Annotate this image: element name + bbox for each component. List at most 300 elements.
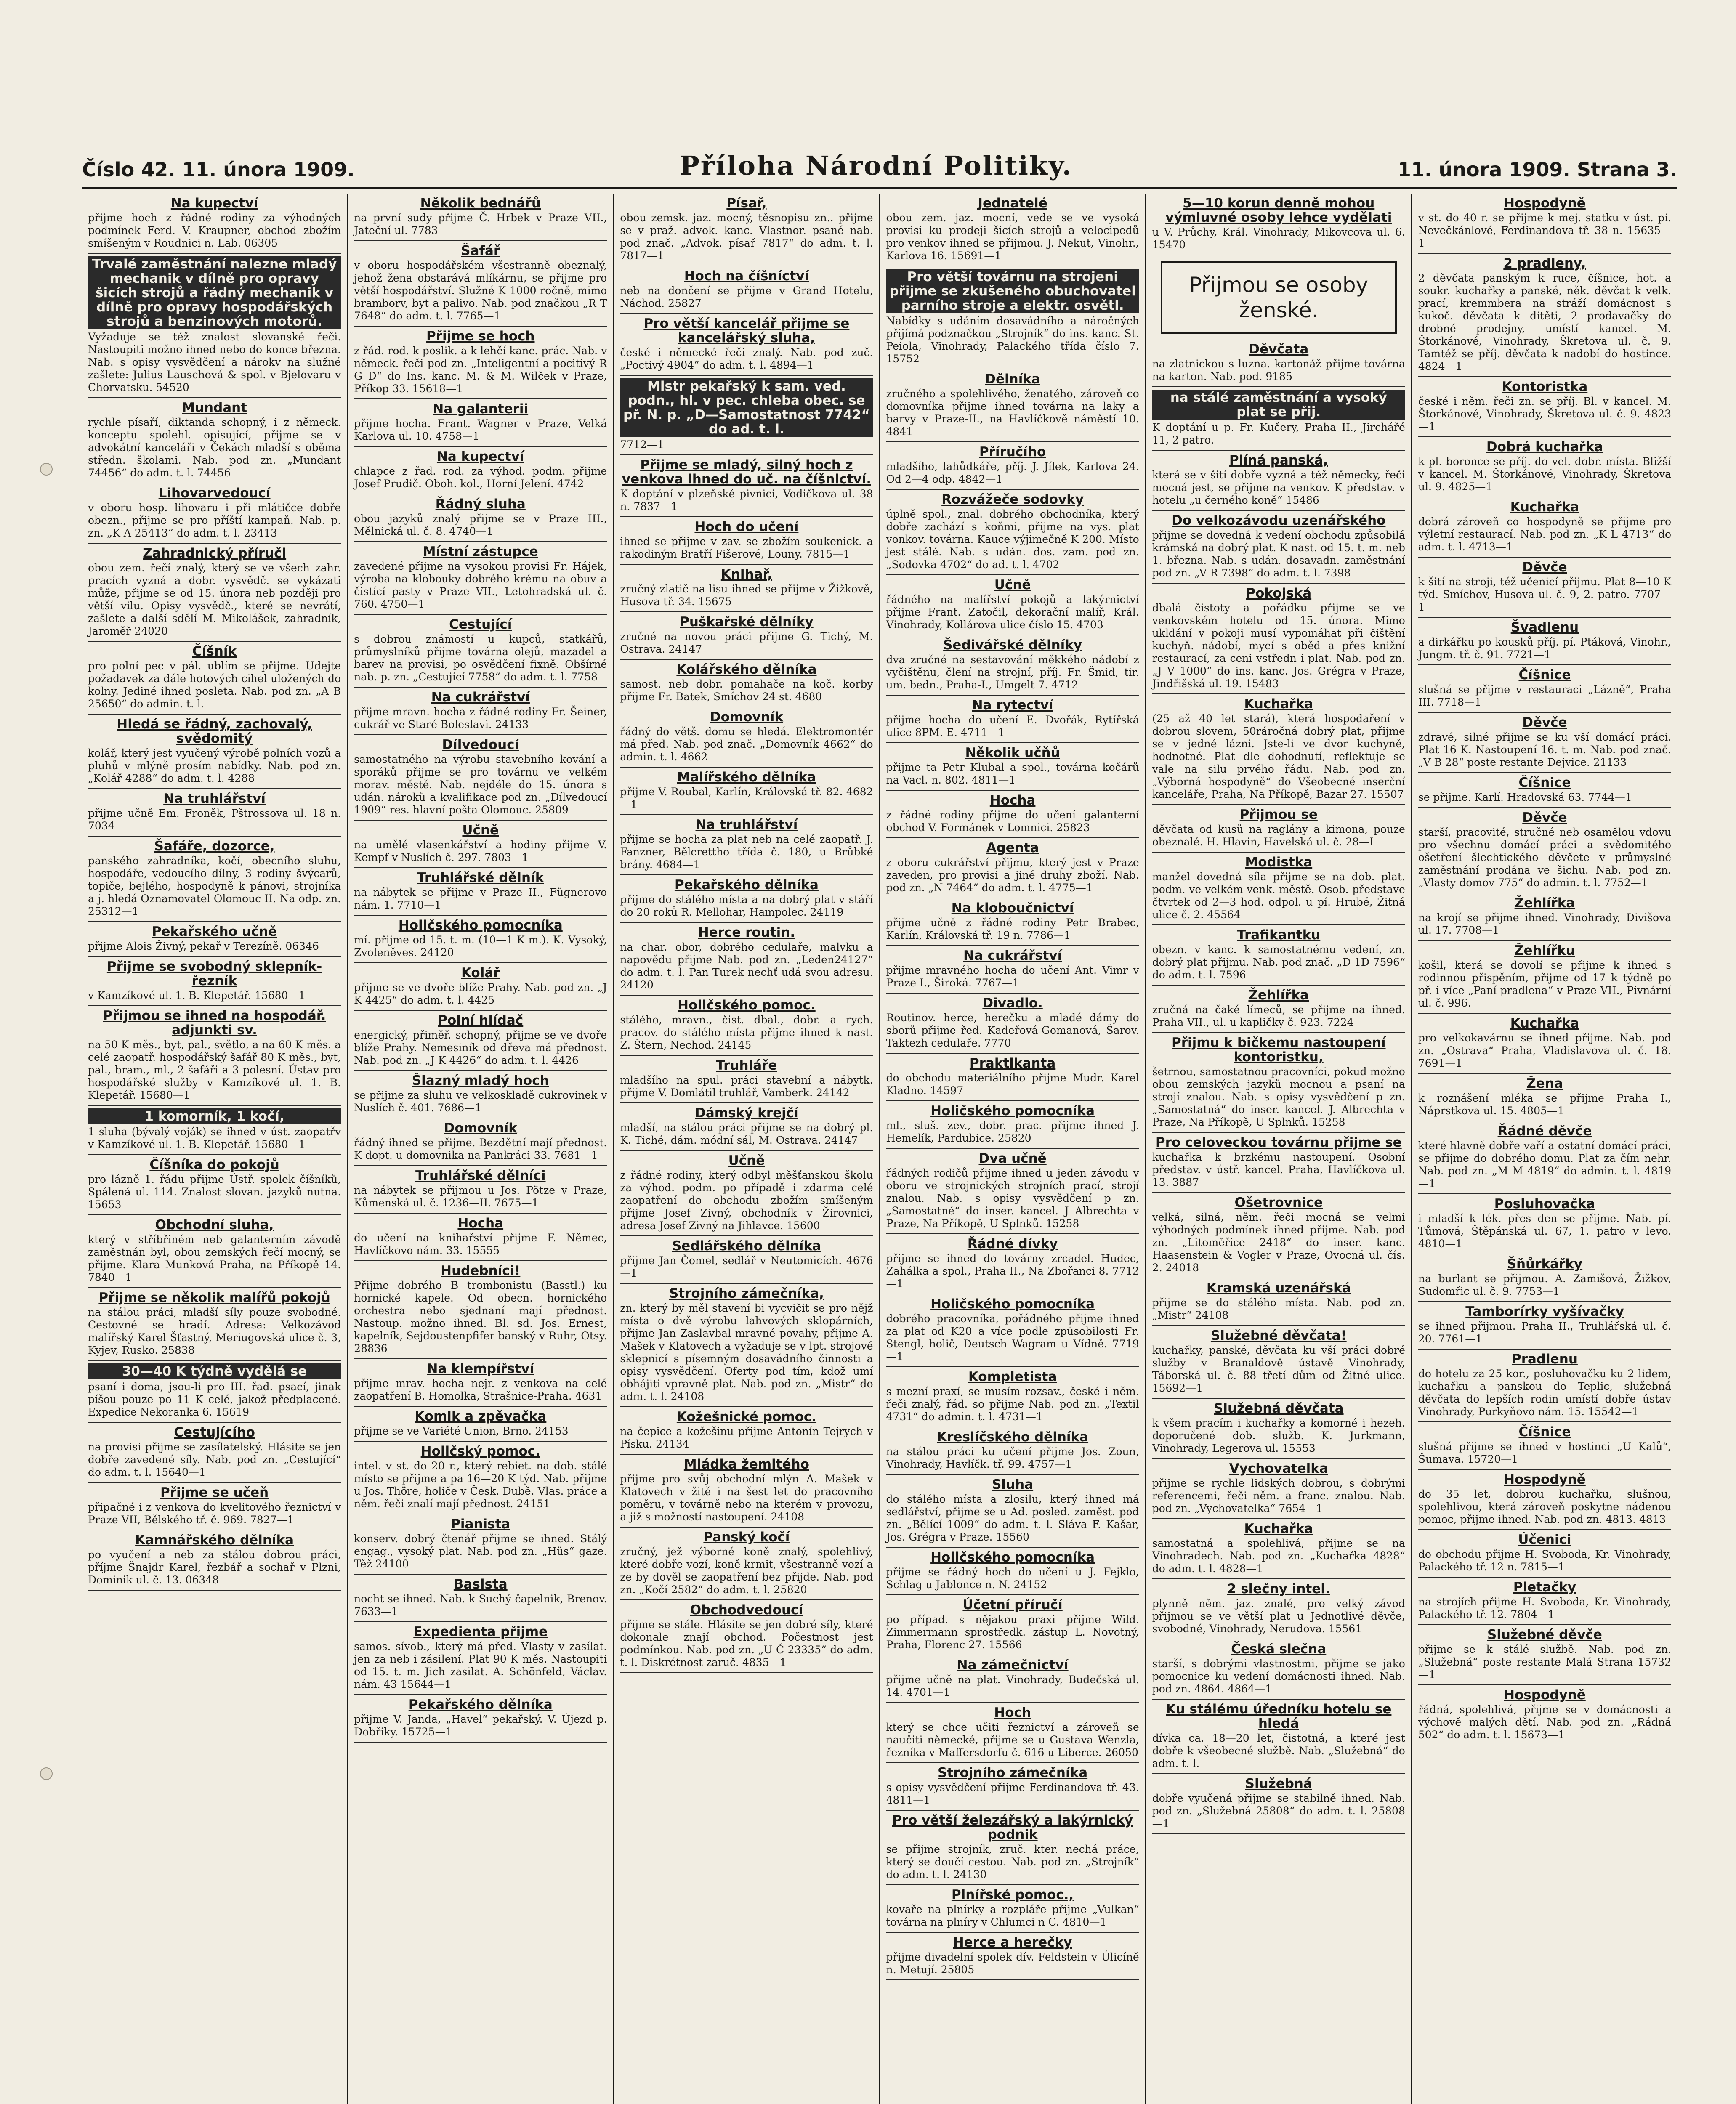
- ad-heading: na stálé zaměstnání a vysoký plat se přij.: [1152, 390, 1405, 420]
- classified-ad: [1418, 1014, 1671, 1074]
- classified-ad: [88, 1361, 341, 1423]
- ad-text: připačné i z venkova do kvelitového řeznictví v Praze VII, Bělského tř. č. 969. 7827—1: [88, 1501, 341, 1526]
- ad-heading: Sedlářského dělníka: [672, 1238, 821, 1254]
- ad-text: přijme Jan Čomel, sedlář v Neutomicích. 4676—1: [620, 1254, 873, 1279]
- ad-heading: Puškařské dělníky: [680, 614, 814, 630]
- ad-text: obou zemsk. jaz. mocný, těsnopisu zn.. přijme se v praž. advok. kanc. Vlastnor. psané nab. pod znač. „Advok. písař 7817“ do adm. t. l. 7817—1: [620, 212, 873, 262]
- ad-column-1: [82, 194, 347, 2104]
- ad-heading: Jednatelé: [978, 196, 1047, 211]
- classified-ad: [620, 1407, 873, 1455]
- ad-heading: Přijmou se ihned na hospodář. adjunkti sv.: [103, 1008, 326, 1038]
- classified-ad: [886, 1703, 1139, 1763]
- ad-text: u V. Průchy, Král. Vinohrady, Mikovcova ul. 6. 15470: [1152, 226, 1405, 251]
- ad-heading: 2 slečny intel.: [1227, 1581, 1330, 1597]
- ad-heading: Řádný sluha: [435, 497, 526, 512]
- classified-ad: [1152, 1133, 1405, 1193]
- classified-ad: [354, 399, 607, 447]
- ad-heading: Učně: [462, 823, 499, 838]
- classified-ad: [1152, 584, 1405, 694]
- classified-ad: [88, 1006, 341, 1106]
- ad-text: slušná se přijme v restauraci „Lázně“, Praha III. 7718—1: [1418, 683, 1672, 708]
- classified-ad: [1418, 618, 1671, 665]
- ad-heading: Plíná panská,: [1229, 453, 1328, 468]
- ad-text: přijme Alois Živný, pekař v Terezíně. 06346: [88, 940, 319, 952]
- classified-ad: [1418, 1350, 1671, 1422]
- classified-ad: [354, 821, 607, 868]
- classified-ad: [620, 1151, 873, 1236]
- ad-text: na strojích přijme H. Svoboda, Kr. Vinohrady, Palackého tř. 12. 7804—1: [1418, 1596, 1672, 1621]
- classified-ad: [1418, 1074, 1671, 1121]
- ad-text: přijme se rychle lidských dobrou, s dobrými referencemi, řeči něm. a franc. znalou. Nab. pod zn. „Vychovatelka“ 7654—1: [1152, 1477, 1405, 1514]
- classified-ad: [88, 1155, 341, 1215]
- ad-heading: Tamborírky vyšívačky: [1465, 1304, 1624, 1319]
- classified-ad: [88, 642, 341, 715]
- ad-text: 7712—1: [620, 438, 664, 451]
- ad-heading: Kontoristka: [1502, 379, 1588, 394]
- classified-ad: [354, 327, 607, 399]
- ad-text: dobře vyučená přijme se stabilně ihned. Nab. pod zn. „Služebná 25808“ do adm. t. l. 25808—1: [1152, 1792, 1405, 1830]
- classified-ad: [886, 490, 1139, 575]
- ad-column-6: [1411, 194, 1677, 2104]
- ad-heading: Pletačky: [1513, 1580, 1576, 1595]
- classified-ad: [1418, 1302, 1671, 1350]
- ad-text: samostatná a spolehlivá, přijme se na Vinohradech. Nab. pod zn. „Kuchařka 4828“ do adm. t. l. 4828—1: [1152, 1537, 1405, 1575]
- ad-text: české i německé řeči znalý. Nab. pod zuč. „Poctivý 4904“ do adm. t. l. 4894—1: [620, 346, 873, 371]
- classified-ad: [1152, 387, 1405, 451]
- ad-heading: Expedienta přijme: [413, 1624, 548, 1639]
- ad-heading: Dělníka: [985, 372, 1040, 387]
- classified-ad: [1152, 853, 1405, 925]
- ad-heading: Příručího: [979, 444, 1046, 460]
- ad-heading: 1 komorník, 1 kočí,: [88, 1108, 341, 1124]
- classified-ad: [1418, 1254, 1671, 1302]
- ad-text: a dirkářku po kousků příj. pí. Ptáková, Vinohr., Jungm. tř. č. 91. 7721—1: [1418, 636, 1672, 661]
- ad-heading: Žehlířku: [1514, 943, 1575, 958]
- classified-ad: [88, 483, 341, 544]
- ad-heading: Divadlo.: [982, 996, 1043, 1011]
- ad-heading: Přijmou se: [1239, 807, 1318, 822]
- ad-text: 1 sluha (bývalý voják) se ihned v úst. zaopatřv v Kamzíkové ul. 1. B. Klepetář. 15680—1: [88, 1126, 341, 1150]
- ad-heading: Přijme se několik malířů pokojů: [98, 1290, 330, 1305]
- classified-ad: [886, 946, 1139, 994]
- ad-text: na provisi přijme se zasílatelský. Hlásite se jen dobře zavedené síly. Nab. pod zn. „Cestující“ do adm. t. l. 15640—1: [88, 1441, 341, 1478]
- ad-heading: Několik učňů: [965, 745, 1060, 760]
- ad-heading: Hoch na číšníctví: [684, 268, 809, 284]
- ad-heading: Pekařského dělníka: [408, 1697, 553, 1712]
- ad-text: přijme mravného hocha do učení Ant. Vimr v Praze I., Široká. 7767—1: [886, 964, 1139, 989]
- ad-heading: Hoch: [994, 1705, 1031, 1720]
- ad-text: do stálého místa a zlosilu, který ihned má sedlářství, přijme se u Ad. posled. zaměst. pod zn. „Bělící 1009“ do adm. t. l. Sláva F. Kašar, Jos. Grégra v Praze. 15560: [886, 1493, 1139, 1543]
- ad-column-2: [347, 194, 613, 2104]
- ad-text: plynně něm. jaz. znalé, pro velký závod přijmou se ve větší plat u Jednotlivé děvče, svobodné, Vinohrady, Nerudova. 15561: [1152, 1597, 1405, 1635]
- ad-text: starší, pracovité, stručné neb osamělou vdovu pro všechnu domácí práci a svědomitého ošetření šlechtického děvčete v průmyslné zaměstnání prodána ve šichu. Nab. pod zn. „Vlasty domov 775“ do admin. t. l. 7752—1: [1418, 826, 1672, 889]
- ad-text: děvčata od kusů na raglány a kimona, pouze obeznalé. H. Hlavin, Havelská ul. č. 28—I: [1152, 823, 1405, 848]
- ad-text: Přijme dobrého B trombonistu (Basstl.) ku hornické kapele. Od obecn. hornického orchestra nebo sjednaní mají přednost. Nastoup. možno ihned. Bl. sd. Jos. Ernest, kapelník, Sejdoustenpfifer banský v Ruhr, Otsy. 28836: [354, 1279, 607, 1355]
- ad-heading: Herce routin.: [698, 925, 795, 940]
- ad-heading: Malířského dělníka: [677, 770, 816, 785]
- ad-column-5: [1145, 194, 1411, 2104]
- page-header: [82, 151, 1677, 189]
- classified-ad: [88, 1106, 341, 1155]
- classified-ad: [88, 837, 341, 922]
- masthead: Příloha Národní Politiky.: [680, 150, 1073, 181]
- ad-heading: Agenta: [986, 840, 1039, 855]
- ad-heading: Ošetrovnice: [1234, 1195, 1323, 1210]
- classified-ad: [1152, 805, 1405, 853]
- ad-text: na nábytek se přijme v Praze II., Fügnerovo nám. 1. 7710—1: [354, 886, 607, 911]
- ad-text: samos. sívob., který má před. Vlasty v zasílat. jen za neb i zásilení. Plat 90 K měs. Nastoupiti od 15. t. m. Jich zasilat. A. Schönfeld, Václav. nám. 43 15644—1: [354, 1640, 607, 1690]
- ad-heading: Šlazný mladý hoch: [412, 1073, 549, 1088]
- classified-ad: [886, 194, 1139, 266]
- ad-text: do obchodu materiálního přijme Mudr. Karel Kladno. 14597: [886, 1072, 1139, 1097]
- classified-ad: [886, 1475, 1139, 1548]
- ad-text: samost. neb dobr. pomahače na koč. korby přijme Fr. Batek, Smíchov 24 st. 4680: [620, 678, 873, 703]
- classified-ad: [1152, 1579, 1405, 1639]
- ad-heading: Domovník: [710, 709, 783, 725]
- classified-ad: [620, 376, 873, 455]
- ad-text: zavedené přijme na vysokou provisi Fr. Hájek, výroba na klobouky dobrého krému na obuv a čistící pasty v Praze VII., Letohradská ul. č. 760. 4750—1: [354, 560, 607, 610]
- classified-ad: [1418, 1470, 1671, 1530]
- ad-text: obou jazyků znalý přijme se v Praze III., Mělnická ul. č. 8. 4740—1: [354, 513, 607, 537]
- ad-heading: Žehlířka: [1248, 988, 1309, 1003]
- classified-ad: [886, 791, 1139, 838]
- ad-heading: Na kupectví: [170, 196, 258, 211]
- classified-ad: [620, 194, 873, 266]
- ad-heading: Hocha: [989, 793, 1036, 808]
- classified-ad: [1418, 1685, 1671, 1745]
- classified-ad: [886, 575, 1139, 635]
- ad-heading: Učně: [994, 577, 1031, 592]
- ad-heading: Několik bednářů: [420, 196, 541, 211]
- ad-text: mí. přijme od 15. t. m. (10—1 K m.). K. Vysoký, Zvoleněves. 24120: [354, 934, 607, 959]
- ad-heading: Kuchařka: [1510, 1016, 1579, 1031]
- classified-ad: [886, 1101, 1139, 1149]
- ad-text: v st. do 40 r. se přijme k mej. statku v úst. pí. Nevečkánlové, Ferdinandova tř. 38 n. 15635—1: [1418, 212, 1672, 249]
- ad-heading: Pianista: [451, 1517, 510, 1532]
- ad-heading: Přijme se učeň: [160, 1485, 269, 1500]
- classified-ad: [354, 1622, 607, 1695]
- classified-ad: [620, 875, 873, 923]
- classified-ad: [1152, 1033, 1405, 1133]
- ad-text: na 50 K měs., byt, pal., světlo, a na 60 K měs. a celé zaopatř. hospodářský šafář 80 K měs., byt, pal., bram., ml., 2 šafáři a 3 polesní. Ústav pro hospodářské služby v Kamzíkové ul. 1. B. Klepetář. 15680—1: [88, 1039, 341, 1101]
- section-heading-box: Přijmou se osoby ženské.: [1161, 261, 1397, 334]
- ad-heading: Na galanterii: [433, 401, 529, 417]
- classified-ad: [886, 994, 1139, 1054]
- ad-text: ml., sluš. zev., dobr. prac. přijme ihned J. Hemelík, Pardubice. 25820: [886, 1119, 1139, 1144]
- classified-ad: [354, 1071, 607, 1118]
- ad-heading: Dva učně: [978, 1151, 1047, 1166]
- classified-ad: [886, 1595, 1139, 1655]
- ad-heading: Kuchařka: [1244, 1521, 1313, 1536]
- classified-ad: [620, 1056, 873, 1103]
- ad-text: zručný, jež výborné koně znalý, spolehlivý, které dobře vozí, koně krmit, všestranně vozí a ze by dověl se zaopatření bez přijde. Nab. pod zn. „Kočí 2582“ do adm. t. l. 25820: [620, 1546, 873, 1596]
- ad-text: na stálou práci, mladší síly pouze svobodné. Cestovné se hradí. Adresa: Velkozávod malířský Karel Šťastný, Meriugovská ulice č. 3, Kyjev, Rusko. 25838: [88, 1306, 341, 1356]
- ad-heading: Číšnice: [1518, 667, 1571, 683]
- classified-ad: [354, 542, 607, 615]
- classified-ad: [88, 789, 341, 837]
- classified-ad: [620, 1600, 873, 1673]
- ad-heading: Přijmu k bičkemu nastoupení kontoristku,: [1172, 1035, 1386, 1065]
- classified-ad: [620, 660, 873, 707]
- ad-text: obezn. v kanc. k samostatnému vedení, zn. dobrý plat přijmu. Nab. pod znač. „D 1D 7596“ do adm. t. l. 7596: [1152, 943, 1405, 981]
- ad-text: přijme se ve Variété Union, Brno. 24153: [354, 1425, 569, 1437]
- ad-text: dva zručné na sestavování měkkého nádobí z vyčištěnu, člení na strojní, příj. Fr. Šmid, tir. um. bedn., Praha-I., Umgelt 7. 4712: [886, 654, 1139, 691]
- classified-ad: [886, 369, 1139, 442]
- ad-heading: Švadlenu: [1510, 620, 1579, 635]
- ad-heading: Hospodyně: [1504, 1472, 1586, 1487]
- ad-text: české i něm. řeči zn. se příj. Bl. v kancel. M. Štorkánové, Vinohrady, Škretova ul. č. 9. 4823—1: [1418, 395, 1672, 433]
- ad-heading: Praktikanta: [969, 1056, 1056, 1071]
- ad-heading: Pro větší železářský a lakýrnický podnik: [892, 1813, 1133, 1842]
- classified-ad: [1418, 1578, 1671, 1625]
- ad-text: úplně spol., znal. dobrého obchodníka, který dobře zachází s koňmi, přijme na vys. plat vonkov. továrna. Kauce výjimečně K 200. Místo jest stálé. Nab. s udán. dos. zam. pod zn. „Sodovka 4702“ do ad. t. l. 4702: [886, 508, 1139, 571]
- classified-ad: [88, 1530, 341, 1591]
- classified-ad: [620, 1103, 873, 1151]
- classified-ad: [886, 1933, 1139, 1980]
- ad-text: mladšího na spul. práci stavební a nábytk. přijme V. Domlátil truhlář, Vamberk. 24142: [620, 1074, 873, 1099]
- classified-ad: [354, 1118, 607, 1166]
- ad-heading: Přijme se mladý, silný hoch z venkova ihned do uč. na číšnictví.: [622, 457, 871, 487]
- ad-heading: Panský kočí: [703, 1530, 790, 1545]
- ad-text: dobrá zároveň co hospodyně se přijme pro výletní restaurací. Nab. pod zn. „K L 4713“ do adm. t. l. 4713—1: [1418, 515, 1672, 553]
- classified-ad: [88, 1288, 341, 1361]
- ad-heading: Na rytectví: [972, 698, 1053, 713]
- ad-text: řádný ihned se přijme. Bezdětní mají přednost. K dopt. u domovnika na Pankráci 33. 7681—1: [354, 1137, 607, 1161]
- ad-text: velká, silná, něm. řeči mocná se velmi výhodných podmínek ihned přijme. Nab. pod zn. „Litoměřice 2418“ do inser. kanc. Haasenstein & Vogler v Praze, Ovocná ul. čís. 2. 24018: [1152, 1211, 1405, 1274]
- ad-column-3: [613, 194, 879, 2104]
- classified-ad: [1418, 665, 1671, 713]
- ad-text: kolář, který jest vyučený výrobě polních vozů a pluhů v mlýně prosím nabídky. Nab. pod zn. „Kolář 4288“ do adm. t. l. 4288: [88, 747, 341, 784]
- classified-ad: [1418, 437, 1671, 497]
- classified-ad: [354, 1407, 607, 1442]
- ad-text: přijme ta Petr Klubal a spol., továrna kočárů na Vacl. n. 802. 4811—1: [886, 761, 1139, 786]
- ad-text: i mladší k lék. přes den se přijme. Nab. pí. Tůmová, Štěpánská ul. 67, 1. patro v levo. 4810—1: [1418, 1212, 1672, 1250]
- classified-ad: [1152, 1326, 1405, 1399]
- ad-heading: Holičského pomocníka: [930, 1296, 1095, 1312]
- ad-text: na nábytek se přijmou u Jos. Pötze v Praze, Kůmenská ul. č. 1236—II. 7675—1: [354, 1184, 607, 1209]
- ad-heading: Na kupectví: [436, 449, 524, 464]
- ad-heading: Knihař,: [720, 567, 773, 582]
- ad-heading: Kuchařka: [1510, 499, 1579, 515]
- classified-ad: [1418, 773, 1671, 808]
- classified-ad: [354, 1575, 607, 1622]
- ad-text: rychle písaří, diktanda schopný, i z německ. konceptu spolehl. opisující, přijme se v advokátní kanceláři v Čekách mladší s oběma středn. školami. Nab. pod zn. „Mundant 74456“ do adm. t. l. 74456: [88, 416, 341, 479]
- classified-ad: [886, 1427, 1139, 1475]
- ad-heading: Rozvážeče sodovky: [941, 492, 1084, 507]
- ad-heading: Přijme se svobodný sklepník-řezník: [106, 959, 322, 988]
- ad-heading: Domovník: [444, 1121, 517, 1136]
- classified-ad: [1418, 558, 1671, 618]
- ad-text: k roznášení mléka se přijme Praha I., Náprstkova ul. 15. 4805—1: [1418, 1092, 1672, 1117]
- classified-ad: [354, 1214, 607, 1261]
- ad-text: přijme divadelní spolek dív. Feldstein v Úlicíně n. Metují. 25805: [886, 1951, 1139, 1976]
- ad-heading: Hollčského pomocníka: [398, 918, 563, 933]
- ad-text: přijme se řádný hoch do učení u J. Fejklo, Schlag u Jablonce n. N. 24152: [886, 1566, 1139, 1591]
- ad-text: přijme učně z řádné rodiny Petr Brabec, Karlín, Královská tř. 19 n. 7786—1: [886, 917, 1139, 941]
- classified-ad: [354, 735, 607, 821]
- ad-text: přijme V. Janda, „Havel“ pekařský. V. Újezd p. Dobřiky. 15725—1: [354, 1713, 607, 1738]
- ad-text: přijme hocha. Frant. Wagner v Praze, Velká Karlova ul. 10. 4758—1: [354, 417, 607, 442]
- ad-heading: Obchodní sluha,: [155, 1217, 274, 1233]
- classified-ad: [354, 194, 607, 241]
- classified-ad: [1418, 254, 1671, 377]
- classified-ad: [88, 957, 341, 1006]
- ad-text: panského zahradníka, kočí, obecního sluhu, hospodáře, vedoucího dílny, 3 rodiny švýcarů, topiče, bejlého, hospodyně k pánovi, strojníka a j. hledá Oznamovatel Olomouc II. Na odp. zn. 25312—1: [88, 855, 341, 917]
- ad-text: přijme pro svůj obchodní mlýn A. Mašek v Klatovech v žitě i na šest let do pracovního poměru, v továrně nebo na kterém v provozu, a již s možností nastoupení. 24108: [620, 1473, 873, 1523]
- ad-heading: Kreslíčského dělníka: [937, 1429, 1089, 1445]
- ad-heading: Kuchařka: [1244, 696, 1313, 712]
- classified-ad: [354, 494, 607, 542]
- ad-heading: Trafikantku: [1237, 927, 1321, 943]
- ad-heading: 2 pradleny,: [1503, 256, 1586, 271]
- ad-text: stálého, mravn., čist. dbal., dobr. a rych. pracov. do stálého místa přijme ihned k nast. Z. Štern, Nechod. 24145: [620, 1014, 873, 1051]
- ad-heading: Děvče: [1522, 810, 1567, 825]
- ad-heading: Služebné děvčata!: [1210, 1328, 1347, 1343]
- ad-heading: Mundant: [182, 400, 247, 415]
- classified-ad: [1152, 1193, 1405, 1278]
- classified-ad: [354, 963, 607, 1011]
- classified-ad: [620, 517, 873, 565]
- ad-text: zručný zlatič na lisu ihned se přijme v Žižkově, Husova tř. 34. 15675: [620, 583, 873, 608]
- ad-text: košil, která se dovolí se přijme k ihned s rodinnou přispěním, přijme od 17 k týdně po př. i více „Paní pradlena“ v Praze VII., Pivnární ul. č. 996.: [1418, 959, 1672, 1009]
- classified-ad: [354, 1261, 607, 1359]
- ad-text: mladší, na stálou práci přijme se na dobrý pl. K. Tiché, dám. módní sál, M. Ostrava. 24147: [620, 1121, 873, 1146]
- classified-ad: [1152, 1399, 1405, 1459]
- ad-text: z řád. rod. k poslik. a k lehčí kanc. prác. Nab. v německ. řeči pod zn. „Inteligentní a pocitivý R G D“ do Ins. kanc. M. & M. Wilček v Praze, Příkop 33. 15618—1: [354, 345, 607, 395]
- ad-text: slušná přijme se ihned v hostinci „U Kalů“, Šumava. 15720—1: [1418, 1440, 1672, 1465]
- ad-text: z oboru cukrářství přijmu, který jest v Praze zaveden, pro provisi a jiné druhy zboží. Nab. pod zn. „N 7464“ do adm. t. l. 4775—1: [886, 856, 1139, 894]
- ad-text: do hotelu za 25 kor., posluhovačku ku 2 lidem, kuchařku a panskou do Teplic, služebná děvčata do lepších rodin umístí dobře ústav Vinohrady, Purkyňovo nám. 15. 15542—1: [1418, 1368, 1672, 1418]
- classified-ad: [354, 447, 607, 494]
- classified-ad: [1418, 497, 1671, 558]
- classified-ad: [620, 707, 873, 768]
- ad-text: chlapce z řad. rod. za výhod. podm. přijme Josef Prudič. Oboh. kol., Horní Jelení. 4742: [354, 465, 607, 490]
- classified-ad: [886, 1367, 1139, 1427]
- ad-text: dobrého pracovníka, pořádného přijme ihned za plat od K20 a více podle způsobilosti Fr. Stengl, holič, Deutsch Wagram u Vídně. 7719—1: [886, 1312, 1139, 1363]
- classified-ad: [354, 1166, 607, 1214]
- ad-text: kuchařka k brzkému nastoupení. Osobní představ. v ústř. kancel. Praha, Havlíčkova ul. 13. 3887: [1152, 1151, 1405, 1188]
- classified-ad: [88, 1483, 341, 1530]
- ad-text: v oboru hosp. lihovaru i při mlátičce dobře obezn., přijme se pro příští kampaň. Nab. p. zn. „K A 25413“ do adm. t. l. 23413: [88, 502, 341, 539]
- ad-heading: Truhlářské dělník: [417, 870, 544, 885]
- ad-text: řádný do větš. domu se hledá. Elektromontér má před. Nab. pod znač. „Domovník 4662“ do admin. t. l. 4662: [620, 725, 873, 763]
- ad-text: se přijme strojník, zruč. kter. nechá práce, který se doučí cestou. Nab. pod zn. „Strojník“ do adm. t. l. 24130: [886, 1843, 1139, 1881]
- ad-text: zručné na novou práci přijme G. Tichý, M. Ostrava. 24147: [620, 630, 873, 655]
- classified-ad: [620, 996, 873, 1056]
- ad-heading: Číšnice: [1518, 775, 1571, 790]
- ad-heading: Šafář: [461, 243, 500, 258]
- classified-ad: [886, 1234, 1139, 1294]
- ad-columns: [82, 194, 1677, 2104]
- ad-text: přijme mravn. hocha z řádné rodiny Fr. Šeiner, cukrář ve Staré Boleslavi. 24133: [354, 706, 607, 731]
- ad-text: obou zem. jaz. mocní, vede se ve vysoká provisi ku prodeji šicích strojů a velocipedů pro venkov ihned se přijmou. J. Nekut, Vinohr., Karlova 16. 15691—1: [886, 212, 1139, 262]
- ad-text: nocht se ihned. Nab. k Suchý čapelnik, Brenov. 7633—1: [354, 1593, 607, 1618]
- ad-text: přijme se dovedná k vedení obchodu způsobilá krámská na dobrý plat. K nast. od 15. t. m. neb 1. března. Nab. s udán. dosavadn. zaměstnání pod zn. „V R 7398“ do adm. t. l. 7398: [1152, 529, 1405, 579]
- ad-heading: Účenici: [1518, 1532, 1571, 1547]
- ad-heading: Kamnářského dělníka: [135, 1533, 294, 1548]
- ad-text: řádného na malířství pokojů a lakýrnictví přijme Frant. Zatočil, dekorační malíř, Král. Vinohrady, Kollárova ulice číslo 15. 4703: [886, 593, 1139, 631]
- ad-text: Routinov. herce, herečku a mladé dámy do sborů přijme řed. Kadeřová-Gomanová, Šarov. Taktezh cedulaře. 7770: [886, 1012, 1139, 1049]
- ad-heading: Modistka: [1245, 855, 1313, 870]
- classified-ad: [1418, 1530, 1671, 1578]
- classified-ad: [1418, 893, 1671, 941]
- ad-text: po případ. s nějakou praxi přijme Wild. Zimmermann sprostředk. zástup L. Novotný, Praha, Florenc 27. 15566: [886, 1613, 1139, 1651]
- ad-text: Nabídky s udáním dosavádního a náročných přijímá podznačkou „Strojník“ do ins. kanc. St. Peiola, Vinohrady, Palackého třída číslo 7. 15752: [886, 315, 1139, 365]
- ad-heading: Cestující: [449, 617, 512, 632]
- ad-text: která se v šití dobře vyzná a též německy, řeči mocná jest, se přijme na venkov. K představ. v hotelu „u černého koně“ 15486: [1152, 469, 1405, 506]
- ad-text: přijme hoch z řádné rodiny za výhodných podmínek Ferd. V. Kraupner, obchod zbožím smíšeným v Roudnici n. Lab. 06305: [88, 212, 341, 249]
- ad-heading: Služebná děvčata: [1214, 1401, 1344, 1416]
- ad-text: v Kamzíkové ul. 1. B. Klepetář. 15680—1: [88, 989, 306, 1002]
- ad-heading: Pro větší kancelář přijme se kancelářský sluha,: [643, 316, 850, 345]
- ad-heading: Dílvedoucí: [442, 737, 519, 752]
- ad-text: do učení na knihařství přijme F. Němec, Havlíčkovo nám. 33. 15555: [354, 1232, 607, 1257]
- classified-ad: [1152, 694, 1405, 805]
- ad-heading: Řádné děvče: [1497, 1124, 1592, 1139]
- classified-ad: [1152, 1278, 1405, 1326]
- ad-text: manžel dovedná síla přijme se na dob. plat. podm. ve velkém venk. městě. Osob. představe čtvrtek od 2—3 hod. odpol. u pí. Hrubé, Žitná ulice č. 2. 45564: [1152, 871, 1405, 921]
- classified-ad: [620, 266, 873, 314]
- classified-ad: [886, 1763, 1139, 1811]
- ad-text: na zlatnickou s luzna. kartonáž přijme továrna na karton. Nab. pod. 9185: [1152, 358, 1405, 383]
- ad-heading: Lihovarvedoucí: [158, 486, 271, 501]
- ad-heading: Hudebníci!: [441, 1263, 521, 1278]
- classified-ad: [620, 815, 873, 875]
- ad-heading: Strojního zámečníka,: [669, 1286, 824, 1301]
- ad-text: konserv. dobrý čtenář přijme se ihned. Stálý engag., vysoký plat. Nab. pod zn. „Hüs“ gaze. Těž 24100: [354, 1533, 607, 1570]
- ad-heading: Holičského pomocníka: [930, 1103, 1095, 1118]
- ad-text: přijme se do stálého místa. Nab. pod zn. „Mistr“ 24108: [1152, 1296, 1405, 1321]
- punch-hole: [40, 463, 53, 476]
- ad-heading: Žena: [1526, 1076, 1563, 1091]
- ad-text: K doptání u p. Fr. Kučery, Praha II., Jirchářé 11, 2 patro.: [1152, 421, 1405, 446]
- ad-text: ihned se přijme v zav. se zbožím soukenick. a rakodiným Bratří Fišerové, Louny. 7815—1: [620, 535, 873, 560]
- classified-ad: [1418, 1121, 1671, 1194]
- ad-text: v oboru hospodářském všestranně obeznalý, jehož žena obstarává mlíkárnu, se přijme pro větší hospodářství. Služné K 1000 ročně, mimo bramborv, byt a palivo. Nab. pod značkou „R T 7648“ do adm. t. l. 7765—1: [354, 259, 607, 322]
- ad-heading: Číšnice: [1518, 1424, 1571, 1440]
- ad-heading: Pokojská: [1246, 586, 1312, 601]
- ad-heading: Na kloboučnictví: [951, 901, 1074, 916]
- ad-text: na char. obor, dobrého cedulaře, malvku a napovědu přijme Nab. pod zn. „Leden24127“ do adm. t. l. Pan Turek nechť udá svou adresu. 24120: [620, 941, 873, 991]
- ad-text: šetrnou, samostatnou pracovníci, pokud možno obou zemských jazyků mocnou a psaní na strojí znalou. Nab. s opisy vysvědčení p zn. „Samostatná“ do inser. kancel. J. Albrechta v Praze, Na Příkopě, U Splnků. 15258: [1152, 1065, 1405, 1128]
- classified-ad: [620, 1236, 873, 1284]
- ad-heading: Číšník: [192, 644, 237, 659]
- classified-ad: [620, 565, 873, 612]
- ad-heading: Pekařského učně: [152, 924, 277, 939]
- ad-heading: Pekařského dělníka: [674, 877, 819, 893]
- classified-ad: [886, 696, 1139, 743]
- classified-ad: [1152, 1774, 1405, 1834]
- ad-heading: Na klempířství: [427, 1361, 534, 1376]
- classified-ad: [620, 314, 873, 376]
- ad-text: z řádné rodiny přijme do učení galanterní obchod V. Formánek v Lomnici. 25823: [886, 809, 1139, 834]
- ad-text: který se chce učiti řeznictví a zároveň se naučiti německé, přijme se u Gustava Wenzla, řezníka v Maffersdorfu č. 616 u Liberce. 26050: [886, 1721, 1139, 1759]
- classified-ad: [354, 241, 607, 327]
- ad-text: se přijme. Karlí. Hradovská 63. 7744—1: [1418, 791, 1632, 803]
- ad-text: který v stříbřiném neb galanterním závodě zaměstnán byl, obou zemských řečí mocný, se přijme. Klara Munková Praha, na Příkopě 14. 7840—1: [88, 1233, 341, 1283]
- ad-text: přijme učně Em. Froněk, Pštrossova ul. 18 n. 7034: [88, 807, 341, 832]
- ad-heading: Číšníka do pokojů: [149, 1157, 279, 1172]
- ad-text: dívka ca. 18—20 let, čistotná, a které jest dobře k všeobecné službě. Nab. „Služebná“ do adm. t. l.: [1152, 1732, 1405, 1769]
- classified-ad: [886, 1054, 1139, 1101]
- classified-ad: [886, 838, 1139, 898]
- classified-ad: [1418, 941, 1671, 1014]
- ad-heading: 30—40 K týdně vydělá se: [88, 1363, 341, 1379]
- ad-text: řádných rodičů přijme ihned u jeden závodu v oboru ve strojnických strojních prací, strojí znalou. Nab. s opisy vysvědčení p zn. „Samostatné“ do inser. kancel. J Albrechta v Praze, Na Příkopě, U Splnků. 15258: [886, 1167, 1139, 1230]
- ad-text: na první sudy přijme Č. Hrbek v Praze VII., Jateční ul. 7783: [354, 212, 607, 236]
- ad-heading: Holičského pomocníka: [930, 1550, 1095, 1565]
- ad-heading: Hledá se řádný, zachovalý, svědomitý: [117, 717, 312, 746]
